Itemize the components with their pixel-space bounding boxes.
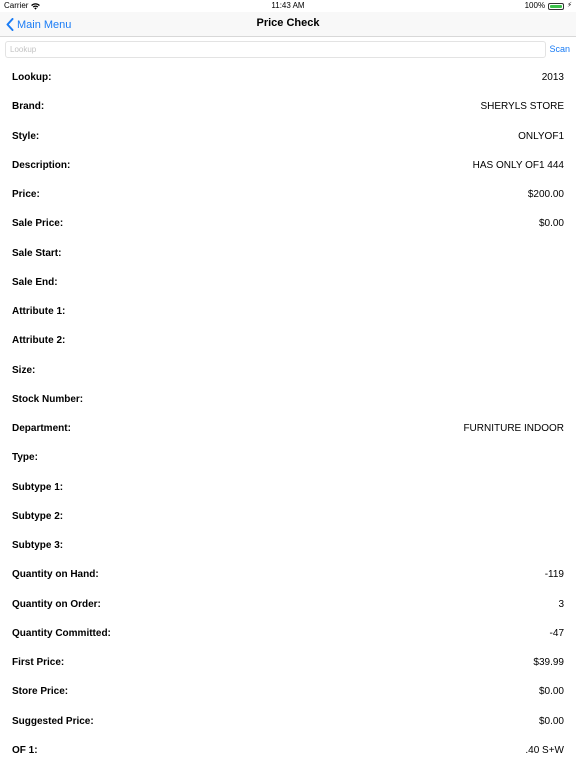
detail-row <box>0 531 576 560</box>
detail-label: Attribute 2: <box>12 335 66 347</box>
detail-label: Style: <box>12 130 40 142</box>
detail-label: Attribute 1: <box>12 306 66 318</box>
detail-label: Description: <box>12 159 71 171</box>
detail-value: .40 S+W <box>525 744 564 756</box>
status-bar <box>0 0 576 12</box>
detail-row <box>0 648 576 677</box>
detail-row <box>0 560 576 589</box>
detail-label: Subtype 3: <box>12 540 64 552</box>
detail-label: Department: <box>12 423 71 435</box>
detail-row <box>0 122 576 151</box>
detail-value: $0.00 <box>538 686 564 698</box>
detail-label: OF 1: <box>12 744 38 756</box>
scan-button[interactable]: Scan <box>549 44 570 54</box>
status-right <box>525 0 572 12</box>
detail-row <box>0 209 576 238</box>
battery-percent: 100% <box>524 1 546 10</box>
detail-row <box>0 239 576 268</box>
detail-label: Sale Start: <box>12 247 62 259</box>
detail-row <box>0 385 576 414</box>
detail-row <box>0 707 576 736</box>
detail-label: Size: <box>12 364 36 376</box>
detail-label: Sale End: <box>12 276 58 288</box>
detail-label: Quantity on Hand: <box>12 569 99 581</box>
charging-icon: ⚡ <box>567 2 572 9</box>
detail-value: 3 <box>558 598 564 610</box>
detail-value: ONLYOF1 <box>518 130 564 142</box>
detail-row <box>0 63 576 92</box>
detail-label: Subtype 1: <box>12 481 64 493</box>
detail-row <box>0 590 576 619</box>
detail-row <box>0 736 576 765</box>
detail-row <box>0 502 576 531</box>
detail-value: FURNITURE INDOOR <box>463 423 564 435</box>
detail-label: Quantity Committed: <box>12 627 111 639</box>
detail-value: -119 <box>544 569 564 581</box>
detail-row <box>0 619 576 648</box>
detail-label: First Price: <box>12 657 65 669</box>
detail-label: Price: <box>12 189 40 201</box>
detail-row <box>0 677 576 706</box>
detail-value: $39.99 <box>533 657 564 669</box>
status-time: 11:43 AM <box>271 1 305 10</box>
detail-value: 2013 <box>541 72 564 84</box>
detail-label: Type: <box>12 452 38 464</box>
detail-row <box>0 473 576 502</box>
detail-label: Brand: <box>12 101 45 113</box>
detail-row <box>0 297 576 326</box>
detail-value: HAS ONLY OF1 444 <box>472 159 564 171</box>
search-row <box>0 40 576 60</box>
page-title: Price Check <box>256 17 320 29</box>
detail-row <box>0 268 576 297</box>
back-button-label: Main Menu <box>17 18 72 31</box>
detail-row <box>0 356 576 385</box>
detail-row <box>0 151 576 180</box>
detail-label: Quantity on Order: <box>12 598 101 610</box>
detail-row <box>0 92 576 121</box>
detail-label: Suggested Price: <box>12 715 94 727</box>
detail-value: $0.00 <box>538 715 564 727</box>
lookup-input[interactable] <box>5 41 546 58</box>
detail-value: SHERYLS STORE <box>480 101 564 113</box>
carrier-label: Carrier <box>4 1 29 10</box>
detail-label: Sale Price: <box>12 218 64 230</box>
detail-list <box>0 63 576 765</box>
detail-label: Subtype 2: <box>12 510 64 522</box>
battery-icon <box>548 3 564 10</box>
detail-row <box>0 326 576 355</box>
navigation-bar <box>0 12 576 37</box>
detail-label: Stock Number: <box>12 393 84 405</box>
detail-label: Store Price: <box>12 686 69 698</box>
detail-label: Lookup: <box>12 72 52 84</box>
detail-row <box>0 414 576 443</box>
detail-row <box>0 443 576 472</box>
detail-value: $200.00 <box>527 189 564 201</box>
detail-row <box>0 180 576 209</box>
detail-value: $0.00 <box>538 218 564 230</box>
detail-value: -47 <box>549 627 564 639</box>
